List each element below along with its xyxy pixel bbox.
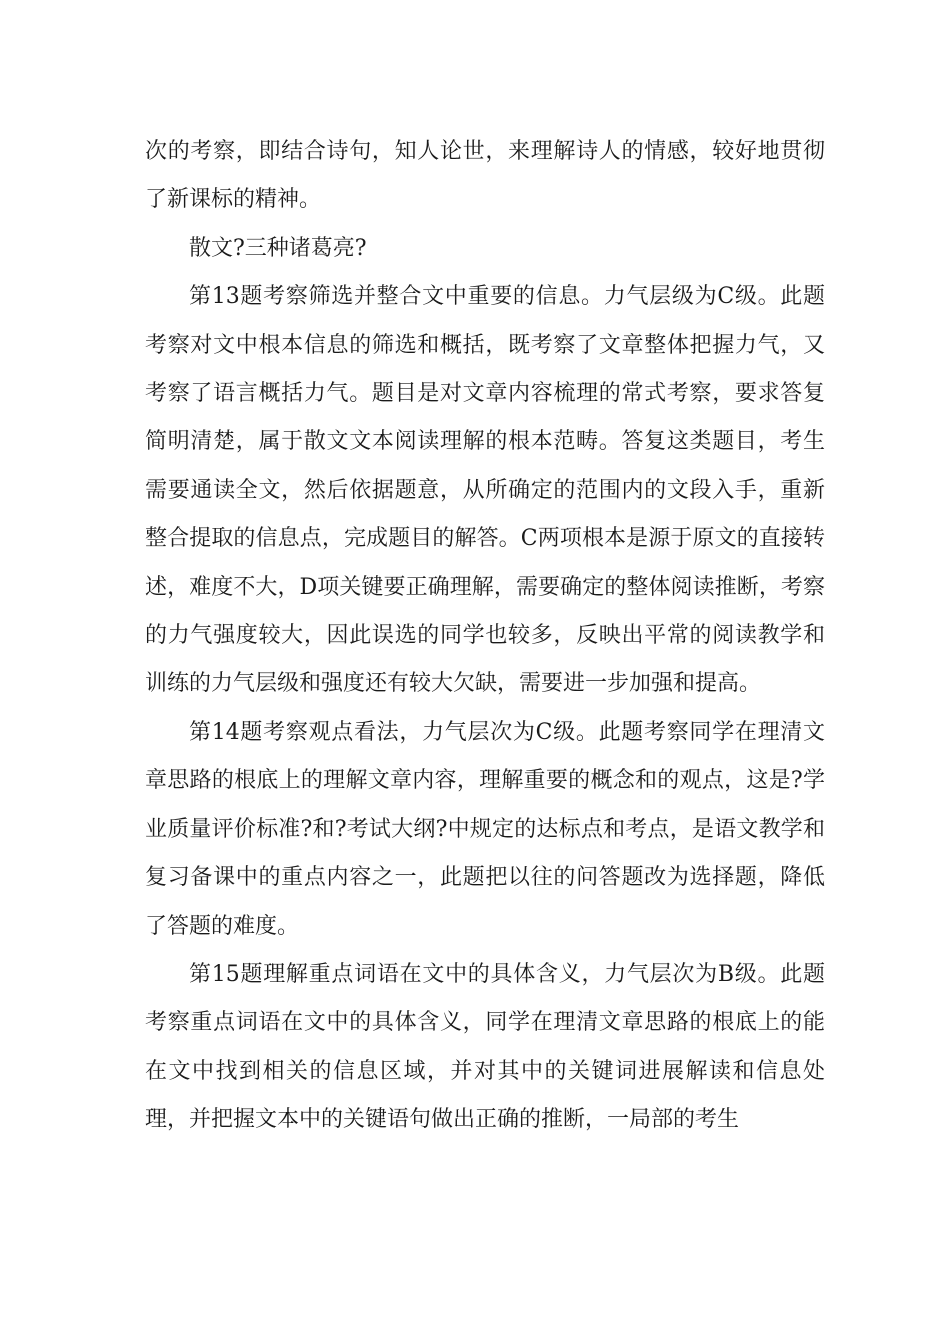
paragraph-continuation: 次的考察，即结合诗句，知人论世，来理解诗人的情感，较好地贯彻了新课标的精神。 [145,139,825,213]
paragraph-question-14: 第14题考察观点看法，力气层次为C级。此题考察同学在理清文章思路的根底上的理解文章内容，理解重要的概念和的观点，这是?学业质量评价标准?和?考试大纲?中规定的达标点和考点，是语文教学和复习备课中的重点内容之一，此题把以往的问答题改为选择题，降低了答题的难度。 [145,719,825,939]
paragraph-question-13: 第13题考察筛选并整合文中重要的信息。力气层级为C级。此题考察对文中根本信息的筛选和概括，既考察了文章整体把握力气，又考察了语言概括力气。题目是对文章内容梳理的常式考察，要求答复简明清楚，属于散文文本阅读理解的根本范畴。答复这类题目，考生需要通读全文，然后依据题意，从所确定的范围内的文段入手，重新整合提取的信息点，完成题目的解答。C两项根本是源于原文的直接转述，难度不大，D项关键要正确理解，需要确定的整体阅读推断，考察的力气强度较大，因此误选的同学也较多，反映出平常的阅读教学和训练的力气层级和强度还有较大欠缺，需要进一步加强和提高。 [145,284,825,697]
document-body [145,128,825,1145]
paragraph-question-15: 第15题理解重点词语在文中的具体含义，力气层次为B级。此题考察重点词语在文中的具体含义，同学在理清文章思路的根底上的能在文中找到相关的信息区域，并对其中的关键词进展解读和信息处理，并把握文本中的关键语句做出正确的推断，一局部的考生 [145,961,825,1133]
section-heading: 散文?三种诸葛亮? [189,235,367,261]
